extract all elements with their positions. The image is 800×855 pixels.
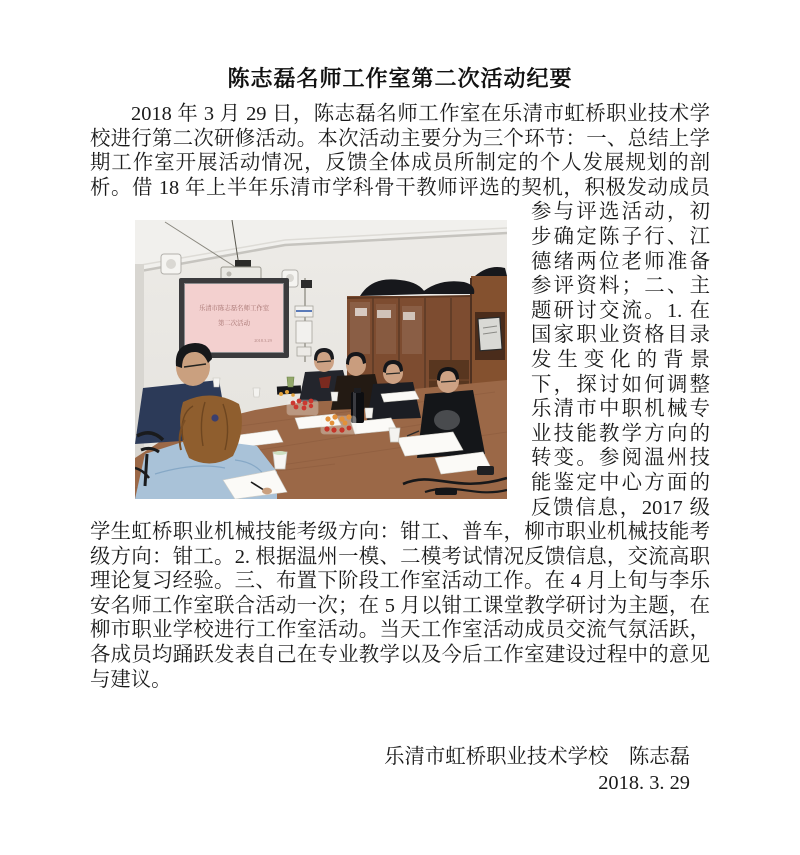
slide-date: 2018.3.29 <box>254 338 272 344</box>
signature-date: 2018. 3. 29 <box>598 772 690 795</box>
wall-speaker-left <box>161 254 181 274</box>
slide-title-line1: 乐清市陈志磊名师工作室 <box>198 305 270 313</box>
body-paragraph <box>90 102 710 692</box>
signature-block <box>90 744 710 796</box>
paragraph-text-before-photo: 2018 年 3 月 29 日，陈志磊名师工作室在乐清市虹桥职业技术学校进行第二次研修活动。本次活动主要分为三个环节：一、总结上学期工作室开展活动情况，反馈全体成员所制定的个人发展规划的剖析。借 18 年上半年乐清市学科骨干教师评选的契机，积极发动成员 <box>90 103 710 199</box>
meeting-room-photo <box>135 220 507 499</box>
page-title: 陈志磊名师工作室第二次活动纪要 <box>227 66 573 91</box>
activity-photo <box>135 220 507 499</box>
tea-cup <box>273 451 287 469</box>
paragraph-text-after-photo: 参与评选活动，初步确定陈子行、江德绪两位老师准备参评资料；二、主题研讨交流。1. 在国家职业资格目录发生变化的背景下，探讨如何调整乐清市中职机械专业技能教学方向的转变。参阅温州技能鉴定中心方面的反馈信息，2017 级学生虹桥职业机械技能考级方向：钳工、普车，柳市职业机械技能考级方向：钳工。2. 根据温州一模、二模考试情况反馈信息，交流高职理论复习经验。三、布置下阶段工作室活动工作。在 4 月上旬与李乐安名师工作室联合活动一次；在 5 月以钳工课堂教学研讨为主题，在柳市职业学校进行工作室活动。当天工作室活动成员交流气氛活跃，各成员均踊跃发表自己在专业教学以及今后工作室建设过程中的意见与建议。 <box>90 201 710 691</box>
slide-title-line2: 第二次活动 <box>218 320 250 328</box>
signature-school-name: 乐清市虹桥职业技术学校 陈志磊 <box>384 746 690 769</box>
certificate-frame <box>478 318 502 351</box>
